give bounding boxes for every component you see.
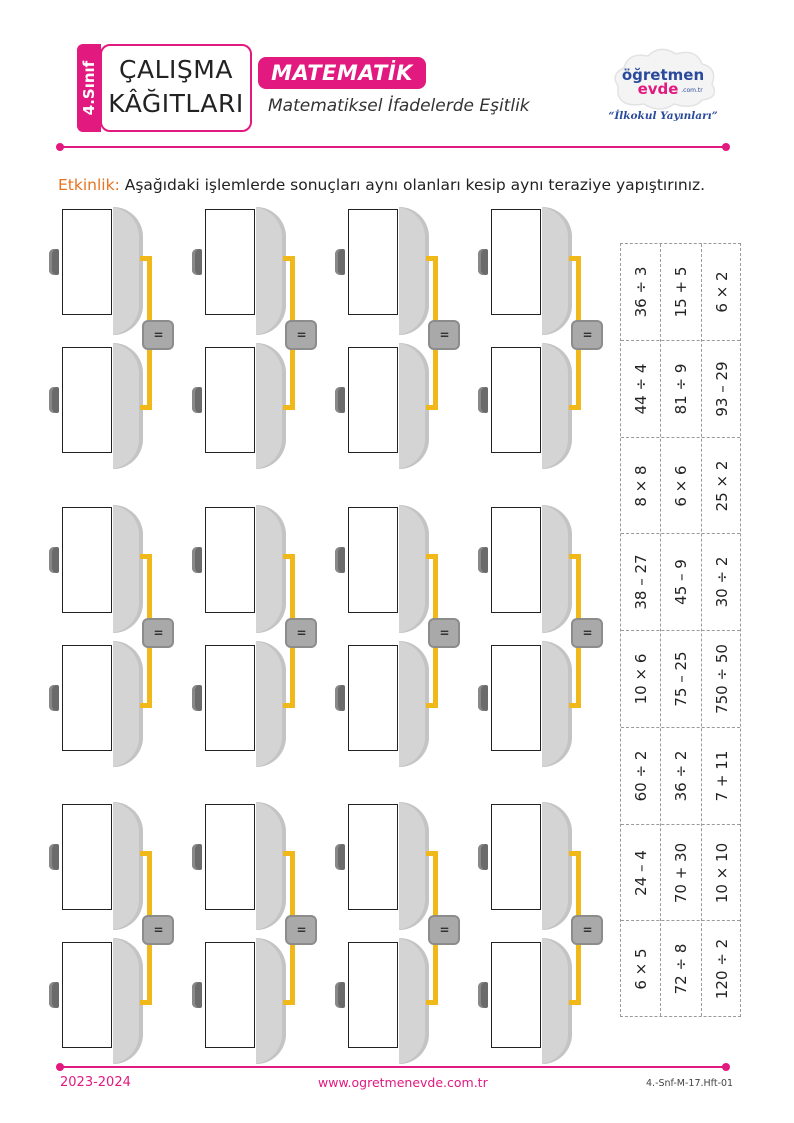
scale-pan-top [542,207,572,335]
equals-weight [285,320,317,350]
grade-tab [77,44,101,132]
scale-knob [49,387,59,413]
scale-arm [426,1000,436,1005]
paste-box-top[interactable] [348,209,398,315]
scale-arm [283,405,293,410]
equals-sign: = [153,923,163,937]
paste-box-top[interactable] [205,804,255,910]
scale-arm [283,703,293,708]
expression-text: 8 × 8 [632,464,650,507]
logo-domain: .com.tr [681,87,703,94]
paste-box-bottom[interactable] [348,645,398,751]
scale-knob [478,249,488,275]
balance-scale [348,207,478,405]
expression-text: 6 × 5 [632,948,650,990]
scale-knob [335,844,345,870]
scale-arm [426,703,436,708]
footer-divider [60,1066,726,1068]
equals-sign: = [296,923,306,937]
expression-text: 60 ÷ 2 [632,750,650,802]
subject-badge: MATEMATİK [258,57,426,89]
expression-card[interactable] [702,341,742,437]
paste-box-bottom[interactable] [62,942,112,1048]
balance-scale [205,802,335,1000]
scale-pan-bottom [399,641,429,767]
expression-card[interactable] [661,825,701,921]
expression-text: 36 ÷ 2 [672,750,691,802]
expression-text: 120 ÷ 2 [712,939,731,1000]
expression-text: 15 + 5 [672,266,691,318]
expression-text: 38 – 27 [632,554,650,610]
scale-knob [478,547,488,573]
paste-box-top[interactable] [62,209,112,315]
scale-pan-top [399,802,429,930]
scale-knob [335,547,345,573]
scale-knob [49,982,59,1008]
equals-sign: = [296,328,306,342]
paste-box-bottom[interactable] [205,942,255,1048]
balance-scale [491,802,621,1000]
expression-card[interactable] [702,728,742,824]
balance-scale [348,505,478,703]
scale-pan-bottom [113,641,143,767]
scale-arm [140,405,150,410]
scale-arm [569,405,579,410]
paste-box-bottom[interactable] [62,347,112,453]
paste-box-top[interactable] [62,507,112,613]
equals-weight [142,915,174,945]
equals-sign: = [439,626,449,640]
paste-box-bottom[interactable] [491,347,541,453]
paste-box-bottom[interactable] [205,347,255,453]
scale-knob [49,685,59,711]
balance-scale [62,505,192,703]
expression-text: 44 ÷ 4 [632,363,650,415]
expression-text: 45 – 9 [672,559,691,606]
paste-box-top[interactable] [491,209,541,315]
equals-sign: = [153,626,163,640]
expression-text: 30 ÷ 2 [712,556,731,608]
paste-box-top[interactable] [348,507,398,613]
scale-knob [335,685,345,711]
paste-box-bottom[interactable] [348,347,398,453]
paste-box-top[interactable] [491,507,541,613]
equals-sign: = [582,626,592,640]
expression-text: 750 ÷ 50 [712,644,731,714]
footer-code: 4.-Snf-M-17.Hft-01 [646,1078,734,1089]
scale-knob [49,249,59,275]
balance-scale [205,207,335,405]
paste-box-top[interactable] [205,507,255,613]
scale-pan-bottom [256,343,286,469]
expression-card[interactable] [702,534,742,630]
scale-arm [569,1000,579,1005]
paste-box-bottom[interactable] [348,942,398,1048]
scale-knob [335,249,345,275]
equals-weight [285,915,317,945]
expression-card[interactable] [702,921,742,1017]
scale-arm [426,405,436,410]
expression-text: 72 ÷ 8 [672,943,691,995]
scale-knob [49,547,59,573]
scale-knob [478,685,488,711]
logo-tagline: “İlkokul Yayınları” [608,110,718,122]
equals-sign: = [296,626,306,640]
paste-box-bottom[interactable] [491,645,541,751]
scale-pan-top [113,505,143,633]
scale-knob [478,387,488,413]
expression-card[interactable] [661,921,701,1017]
scale-knob [192,982,202,1008]
scale-pan-bottom [113,343,143,469]
equals-weight [428,320,460,350]
expression-text: 93 – 29 [712,361,731,417]
worksheet-subtitle: Matematiksel İfadelerde Eşitlik [268,96,530,116]
scale-knob [478,982,488,1008]
logo-word-2: evde [637,80,679,98]
expression-text: 75 – 25 [672,651,691,707]
expression-text: 10 × 10 [712,842,731,903]
expression-card[interactable] [702,438,742,534]
equals-sign: = [582,923,592,937]
expression-text: 81 ÷ 9 [672,363,691,415]
scale-arm [283,1000,293,1005]
expression-text: 6 × 6 [672,464,691,507]
scale-knob [192,387,202,413]
equals-weight [571,618,603,648]
publisher-logo [604,44,722,126]
balance-scale [491,505,621,703]
scale-knob [49,844,59,870]
scale-arm [569,703,579,708]
expression-text: 10 × 6 [632,653,650,705]
scale-pan-bottom [399,343,429,469]
scale-pan-bottom [113,938,143,1064]
equals-sign: = [153,328,163,342]
grade-label: 4.Sınıf [80,60,98,116]
equals-weight [142,320,174,350]
expression-card[interactable] [621,438,661,534]
expression-card[interactable] [621,244,661,340]
equals-weight [571,320,603,350]
expression-text: 25 × 2 [712,460,731,511]
scale-pan-bottom [256,938,286,1064]
expression-card[interactable] [661,244,701,340]
balance-scale [491,207,621,405]
expression-text: 70 + 30 [672,842,691,903]
scale-pan-top [542,505,572,633]
scale-knob [192,547,202,573]
title-line-1: ÇALIŞMA [119,55,233,84]
scale-pan-top [113,802,143,930]
paste-box-bottom[interactable] [205,645,255,751]
expression-card[interactable] [661,438,701,534]
scale-pan-top [256,207,286,335]
instruction-text: Aşağıdaki işlemlerde sonuçları aynı olanları kesip aynı teraziye yapıştırınız. [119,176,706,194]
instruction [58,176,705,194]
footer-website: www.ogretmenevde.com.tr [318,1075,488,1090]
footer-year: 2023-2024 [60,1075,131,1090]
expression-card[interactable] [702,244,742,340]
scale-pan-top [542,802,572,930]
header-divider [60,146,726,148]
scale-pan-top [256,802,286,930]
equals-weight [571,915,603,945]
equals-weight [285,618,317,648]
scale-knob [192,844,202,870]
expression-text: 36 ÷ 3 [632,266,650,318]
expression-card[interactable] [702,825,742,921]
scale-pan-bottom [399,938,429,1064]
expression-card[interactable] [661,534,701,630]
expression-card[interactable] [621,921,661,1017]
scale-pan-bottom [256,641,286,767]
paste-box-top[interactable] [491,804,541,910]
balance-scale [205,505,335,703]
scale-knob [192,685,202,711]
equals-weight [142,618,174,648]
expression-card[interactable] [661,631,701,727]
equals-sign: = [439,923,449,937]
expression-text: 24 – 4 [632,849,650,896]
scale-pan-top [113,207,143,335]
scale-pan-top [399,505,429,633]
scale-knob [335,387,345,413]
scale-pan-bottom [542,938,572,1064]
paste-box-top[interactable] [348,804,398,910]
balance-scale [348,802,478,1000]
scale-pan-bottom [542,641,572,767]
scale-knob [478,844,488,870]
paste-box-bottom[interactable] [62,645,112,751]
equals-sign: = [439,328,449,342]
logo-word-1: öğretmen [621,66,705,84]
expression-card[interactable] [621,728,661,824]
title-line-2: KÂĞITLARI [108,89,244,118]
balance-scale [62,802,192,1000]
expression-text: 6 × 2 [712,271,731,313]
cut-out-cards [620,243,741,1017]
expression-card[interactable] [661,341,701,437]
expression-card[interactable] [621,534,661,630]
scale-pan-bottom [542,343,572,469]
expression-card[interactable] [702,631,742,727]
expression-text: 7 + 11 [712,750,731,802]
scale-pan-top [256,505,286,633]
expression-card[interactable] [621,825,661,921]
paste-box-top[interactable] [205,209,255,315]
expression-card[interactable] [621,341,661,437]
scale-arm [140,703,150,708]
expression-card[interactable] [661,728,701,824]
worksheet-title [100,44,252,132]
equals-weight [428,618,460,648]
paste-box-top[interactable] [62,804,112,910]
expression-card[interactable] [621,631,661,727]
scale-arm [140,1000,150,1005]
balance-scale [62,207,192,405]
equals-weight [428,915,460,945]
paste-box-bottom[interactable] [491,942,541,1048]
equals-sign: = [582,328,592,342]
instruction-label: Etkinlik: [58,176,120,194]
scale-pan-top [399,207,429,335]
scale-knob [335,982,345,1008]
scale-knob [192,249,202,275]
